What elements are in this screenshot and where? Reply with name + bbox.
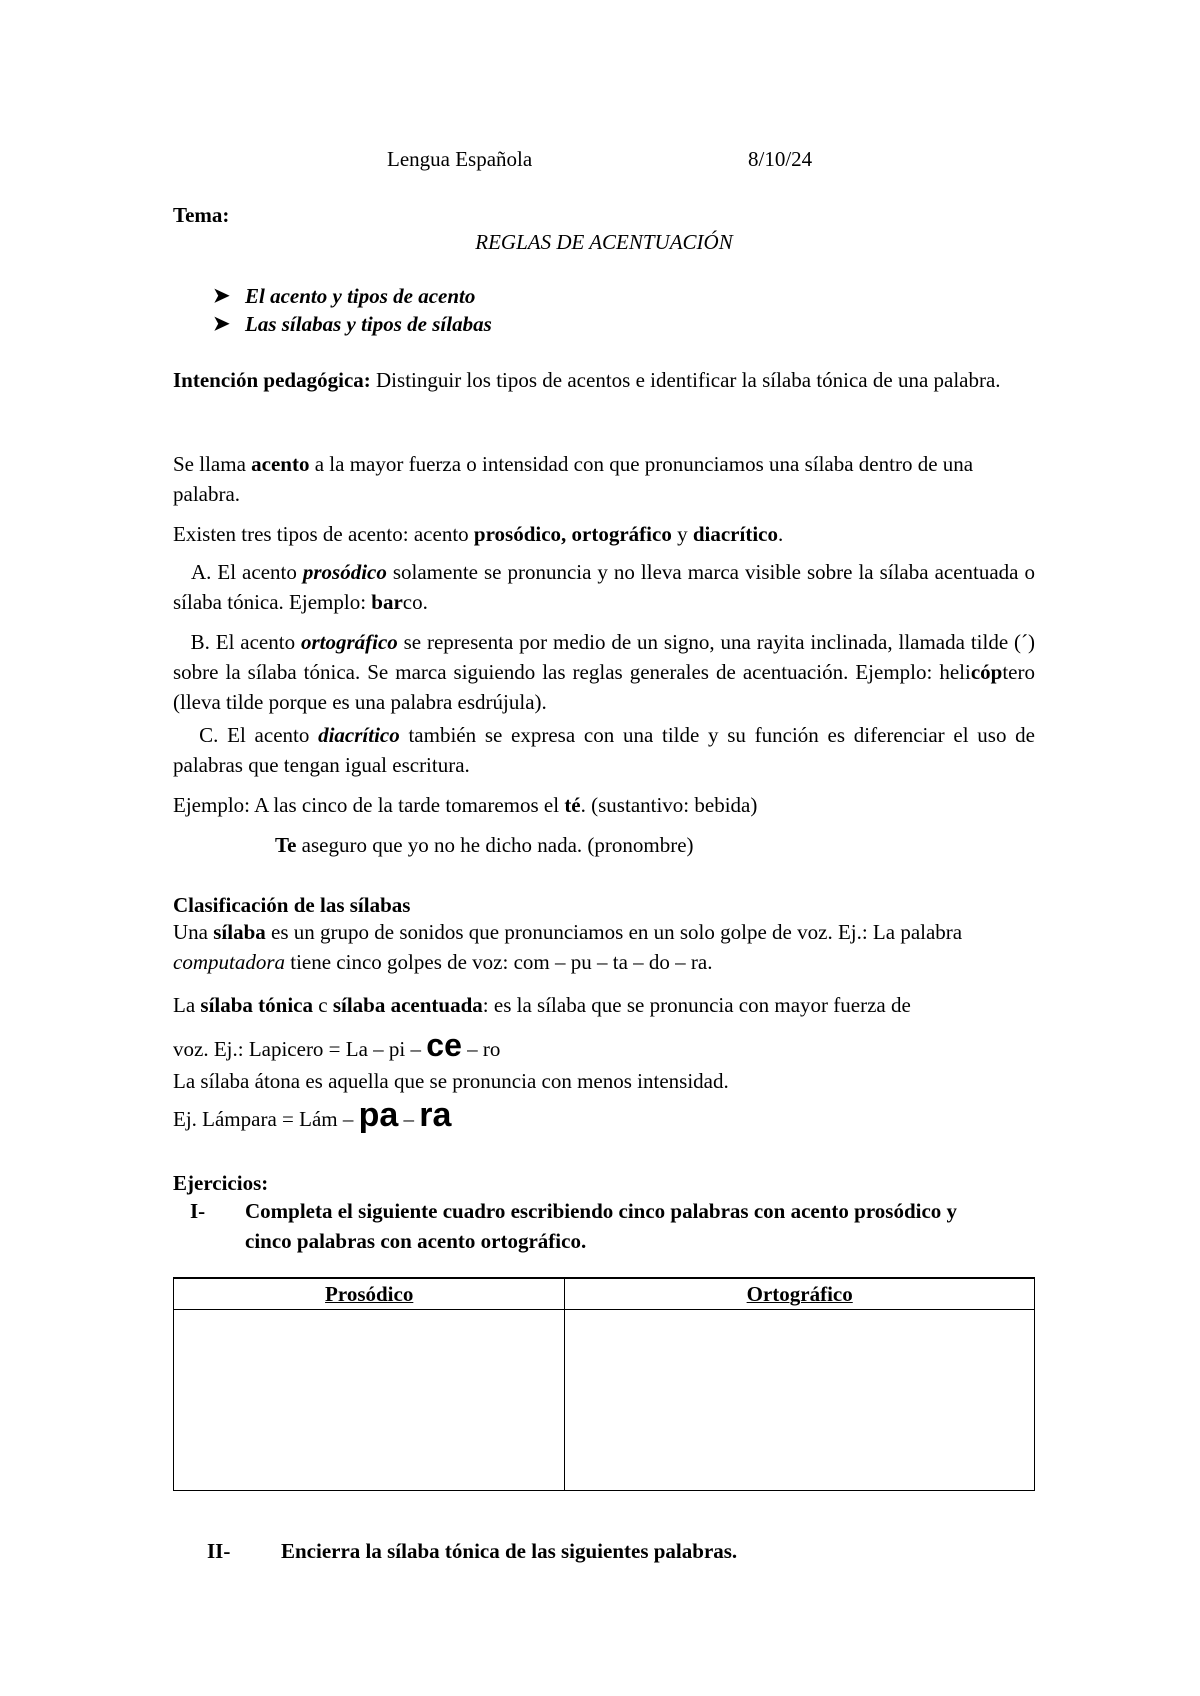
clasificacion-heading: Clasificación de las sílabas xyxy=(173,893,411,917)
example-bold: bar xyxy=(371,590,403,614)
term-ortografico: ortográfico xyxy=(300,630,398,654)
text-run: – ro xyxy=(461,1037,501,1061)
term-silaba-tonica: sílaba tónica xyxy=(200,993,314,1017)
text-run: : es la sílaba que se pronuncia con mayor fuerza de xyxy=(482,993,911,1017)
term-prosodico: prosódico xyxy=(473,522,562,546)
text-run: El acento xyxy=(211,560,303,584)
exercise-1-text: Completa el siguiente cuadro escribiendo cinco palabras con acento prosódico y cinco palabras con acento ortográfico. xyxy=(245,1199,958,1253)
bullet-text: Las sílabas y tipos de sílabas xyxy=(245,312,492,336)
text-run: se representa por medio de un signo, una rayita inclinada, llamada tilde (´) sobre la sílaba tónica. Se marca siguiendo las reglas generales de acentuación. Ejemplo: heli xyxy=(173,630,1035,684)
term-diacritico: diacrítico xyxy=(692,522,778,546)
exercise-2-text: Encierra la sílaba tónica de las siguientes palabras. xyxy=(281,1539,738,1563)
list-marker: A. xyxy=(190,560,212,584)
list-marker: C. xyxy=(199,723,219,747)
intencion-text: Distinguir los tipos de acentos e identificar la sílaba tónica de una palabra. xyxy=(370,368,1001,392)
text-run: . xyxy=(777,522,784,546)
exercise-2-number: II- xyxy=(207,1539,231,1563)
item-a-paragraph xyxy=(173,557,1035,617)
term-diacritico: diacrítico xyxy=(318,723,400,747)
header-date: 8/10/24 xyxy=(748,147,813,171)
term-silaba-acentuada: sílaba acentuada xyxy=(332,993,483,1017)
tema-label: Tema: xyxy=(173,203,230,227)
text-run: El acento xyxy=(209,630,301,654)
text-run: Ej. Lámpara = Lám – xyxy=(173,1107,359,1131)
lampara-example xyxy=(173,1096,1035,1134)
answer-cell-ortografico[interactable] xyxy=(565,1310,1035,1491)
text-run: co. xyxy=(402,590,428,614)
text-run: también se expresa con una tilde y su función es diferenciar el uso de palabras que tengan igual escritura. xyxy=(173,723,1035,777)
text-run: voz. Ej.: Lapicero = La – pi – xyxy=(173,1037,427,1061)
text-run: El acento xyxy=(218,723,319,747)
text-run: Existen tres tipos de acento: acento xyxy=(173,522,474,546)
text-run: , xyxy=(561,522,572,546)
text-run: tero (lleva tilde porque es una palabra esdrújula). xyxy=(173,660,1035,714)
intencion-label: Intención pedagógica: xyxy=(173,368,371,392)
text-run: tiene cinco golpes de voz: com – pu – ta – do – ra. xyxy=(285,950,713,974)
ejemplo-1 xyxy=(173,790,1035,820)
bullet-text: El acento y tipos de acento xyxy=(245,284,476,308)
exercise-1-number: I- xyxy=(190,1199,206,1223)
term-prosodico: prosódico xyxy=(302,560,387,584)
definicion-paragraph xyxy=(173,449,1035,509)
intencion-paragraph xyxy=(173,365,1035,395)
text-run: Se llama xyxy=(173,452,252,476)
big-syllable: pa xyxy=(358,1096,399,1134)
ejercicios-heading: Ejercicios: xyxy=(173,1171,269,1195)
silaba-paragraph xyxy=(173,917,1035,977)
text-run: c xyxy=(313,993,333,1017)
text-run: aseguro que yo no he dicho nada. (pronombre) xyxy=(296,833,694,857)
text-run: La xyxy=(173,993,201,1017)
text-run: y xyxy=(671,522,693,546)
text-run: solamente se pronuncia y no lleva marca visible sobre la sílaba acentuada o sílaba tónica. Ejemplo: xyxy=(173,560,1035,614)
text-run: . (sustantivo: bebida) xyxy=(580,793,758,817)
tonica-paragraph xyxy=(173,990,1035,1020)
item-c-paragraph xyxy=(173,720,1035,780)
bullet-item xyxy=(213,309,492,339)
header-subject: Lengua Española xyxy=(387,147,533,171)
list-marker: B. xyxy=(190,630,210,654)
text-run: – xyxy=(398,1107,420,1131)
page-title: REGLAS DE ACENTUACIÓN xyxy=(475,230,733,254)
tonica-example xyxy=(173,1027,1035,1064)
answer-cell-prosodico[interactable] xyxy=(174,1310,565,1491)
example-italic: computadora xyxy=(173,950,285,974)
arrow-bullet-icon: ➤ xyxy=(213,285,230,307)
term-ortografico: ortográfico xyxy=(571,522,672,546)
text-run: Ejemplo: A las cinco de la tarde tomaremos el xyxy=(173,793,565,817)
term-silaba: sílaba xyxy=(213,920,266,944)
big-syllable: ra xyxy=(419,1096,452,1134)
big-syllable: ce xyxy=(426,1027,462,1063)
example-bold: Te xyxy=(275,833,297,857)
text-run: Una xyxy=(173,920,214,944)
text-run: a la mayor fuerza o intensidad con que pronunciamos una sílaba dentro de una palabra. xyxy=(173,452,974,506)
column-header-prosodico: Prosódico xyxy=(174,1279,565,1310)
example-bold: té xyxy=(564,793,581,817)
column-header-ortografico: Ortográfico xyxy=(565,1279,1035,1310)
tipos-paragraph xyxy=(173,519,1035,549)
arrow-bullet-icon: ➤ xyxy=(213,313,230,335)
text-run: es un grupo de sonidos que pronunciamos en un solo golpe de voz. Ej.: La palabra xyxy=(265,920,963,944)
example-bold: cóp xyxy=(970,660,1003,684)
exercise-table xyxy=(173,1278,1035,1491)
term-acento: acento xyxy=(251,452,310,476)
ejemplo-2 xyxy=(275,830,694,860)
atona-paragraph: La sílaba átona es aquella que se pronuncia con menos intensidad. xyxy=(173,1069,729,1093)
item-b-paragraph xyxy=(173,627,1035,717)
bullet-item xyxy=(213,281,475,311)
